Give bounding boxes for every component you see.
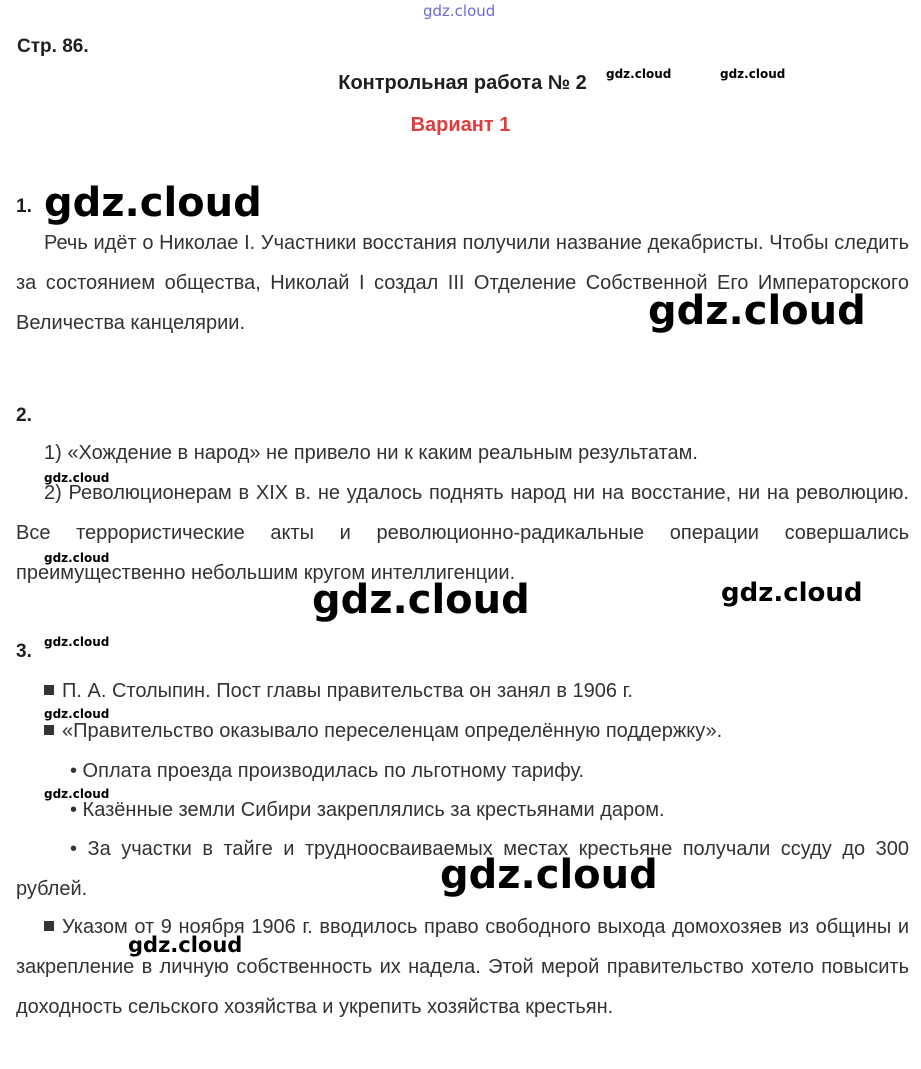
watermark: gdz.cloud xyxy=(720,67,786,81)
square-bullet-icon xyxy=(44,725,54,735)
watermark: gdz.cloud xyxy=(44,180,262,226)
watermark: gdz.cloud xyxy=(423,2,496,20)
section2-item2: 2) Революционерам в XIX в. не удалось поднять народ ни на восстание, ни на революцию. Все террористические акты и революционно-радикальные операции совершались преимущественно небольшим кругом интеллигенции. xyxy=(16,482,909,584)
watermark: gdz.cloud xyxy=(440,852,658,898)
section3-sub1: • Оплата проезда производилась по льготному тарифу. xyxy=(70,760,585,782)
section-number: 1. xyxy=(16,196,32,217)
page-title: Контрольная работа № 2 xyxy=(338,72,587,94)
square-bullet-icon xyxy=(44,685,54,695)
watermark: gdz.cloud xyxy=(44,787,110,801)
square-bullet-icon xyxy=(44,921,54,931)
watermark: gdz.cloud xyxy=(606,67,672,81)
section3-bullet2: «Правительство оказывало переселенцам определённую поддержку». xyxy=(44,711,921,751)
watermark: gdz.cloud xyxy=(721,578,863,608)
section2-item1: 1) «Хождение в народ» не привело ни к каким реальным результатам. xyxy=(44,442,698,464)
page-number: Стр. 86. xyxy=(17,36,89,57)
variant-title: Вариант 1 xyxy=(410,114,511,136)
watermark: gdz.cloud xyxy=(44,707,110,721)
watermark: gdz.cloud xyxy=(44,551,110,565)
section-number: 2. xyxy=(16,405,32,426)
section-number: 3. xyxy=(16,641,32,662)
watermark: gdz.cloud xyxy=(44,635,110,649)
section1-text: Речь идёт о Николае I. Участники восстания получили название декабристы. Чтобы следить за состоянием общества, Николай I создал III Отделение Собственной Его Императорского Величества канцелярии. xyxy=(16,232,909,334)
section3-bullet1: П. А. Столыпин. Пост главы правительства он занял в 1906 г. xyxy=(44,671,921,711)
section3-sub2: • Казённые земли Сибири закреплялись за крестьянами даром. xyxy=(70,799,665,821)
section3-bullet3: Указом от 9 ноября 1906 г. вводилось право свободного выхода домохозяев из общины и закрепление в личную собственность их надела. Этой мерой правительство хотело повысить доходность сельского хозяйства и укрепить хозяйства крестьян. xyxy=(16,916,909,1018)
watermark: gdz.cloud xyxy=(44,471,110,485)
watermark: gdz.cloud xyxy=(648,288,866,334)
watermark: gdz.cloud xyxy=(312,577,530,623)
watermark: gdz.cloud xyxy=(128,933,243,957)
section3-sub3: • За участки в тайге и трудноосваиваемых местах крестьяне получали ссуду до 300 рублей. xyxy=(16,838,909,900)
